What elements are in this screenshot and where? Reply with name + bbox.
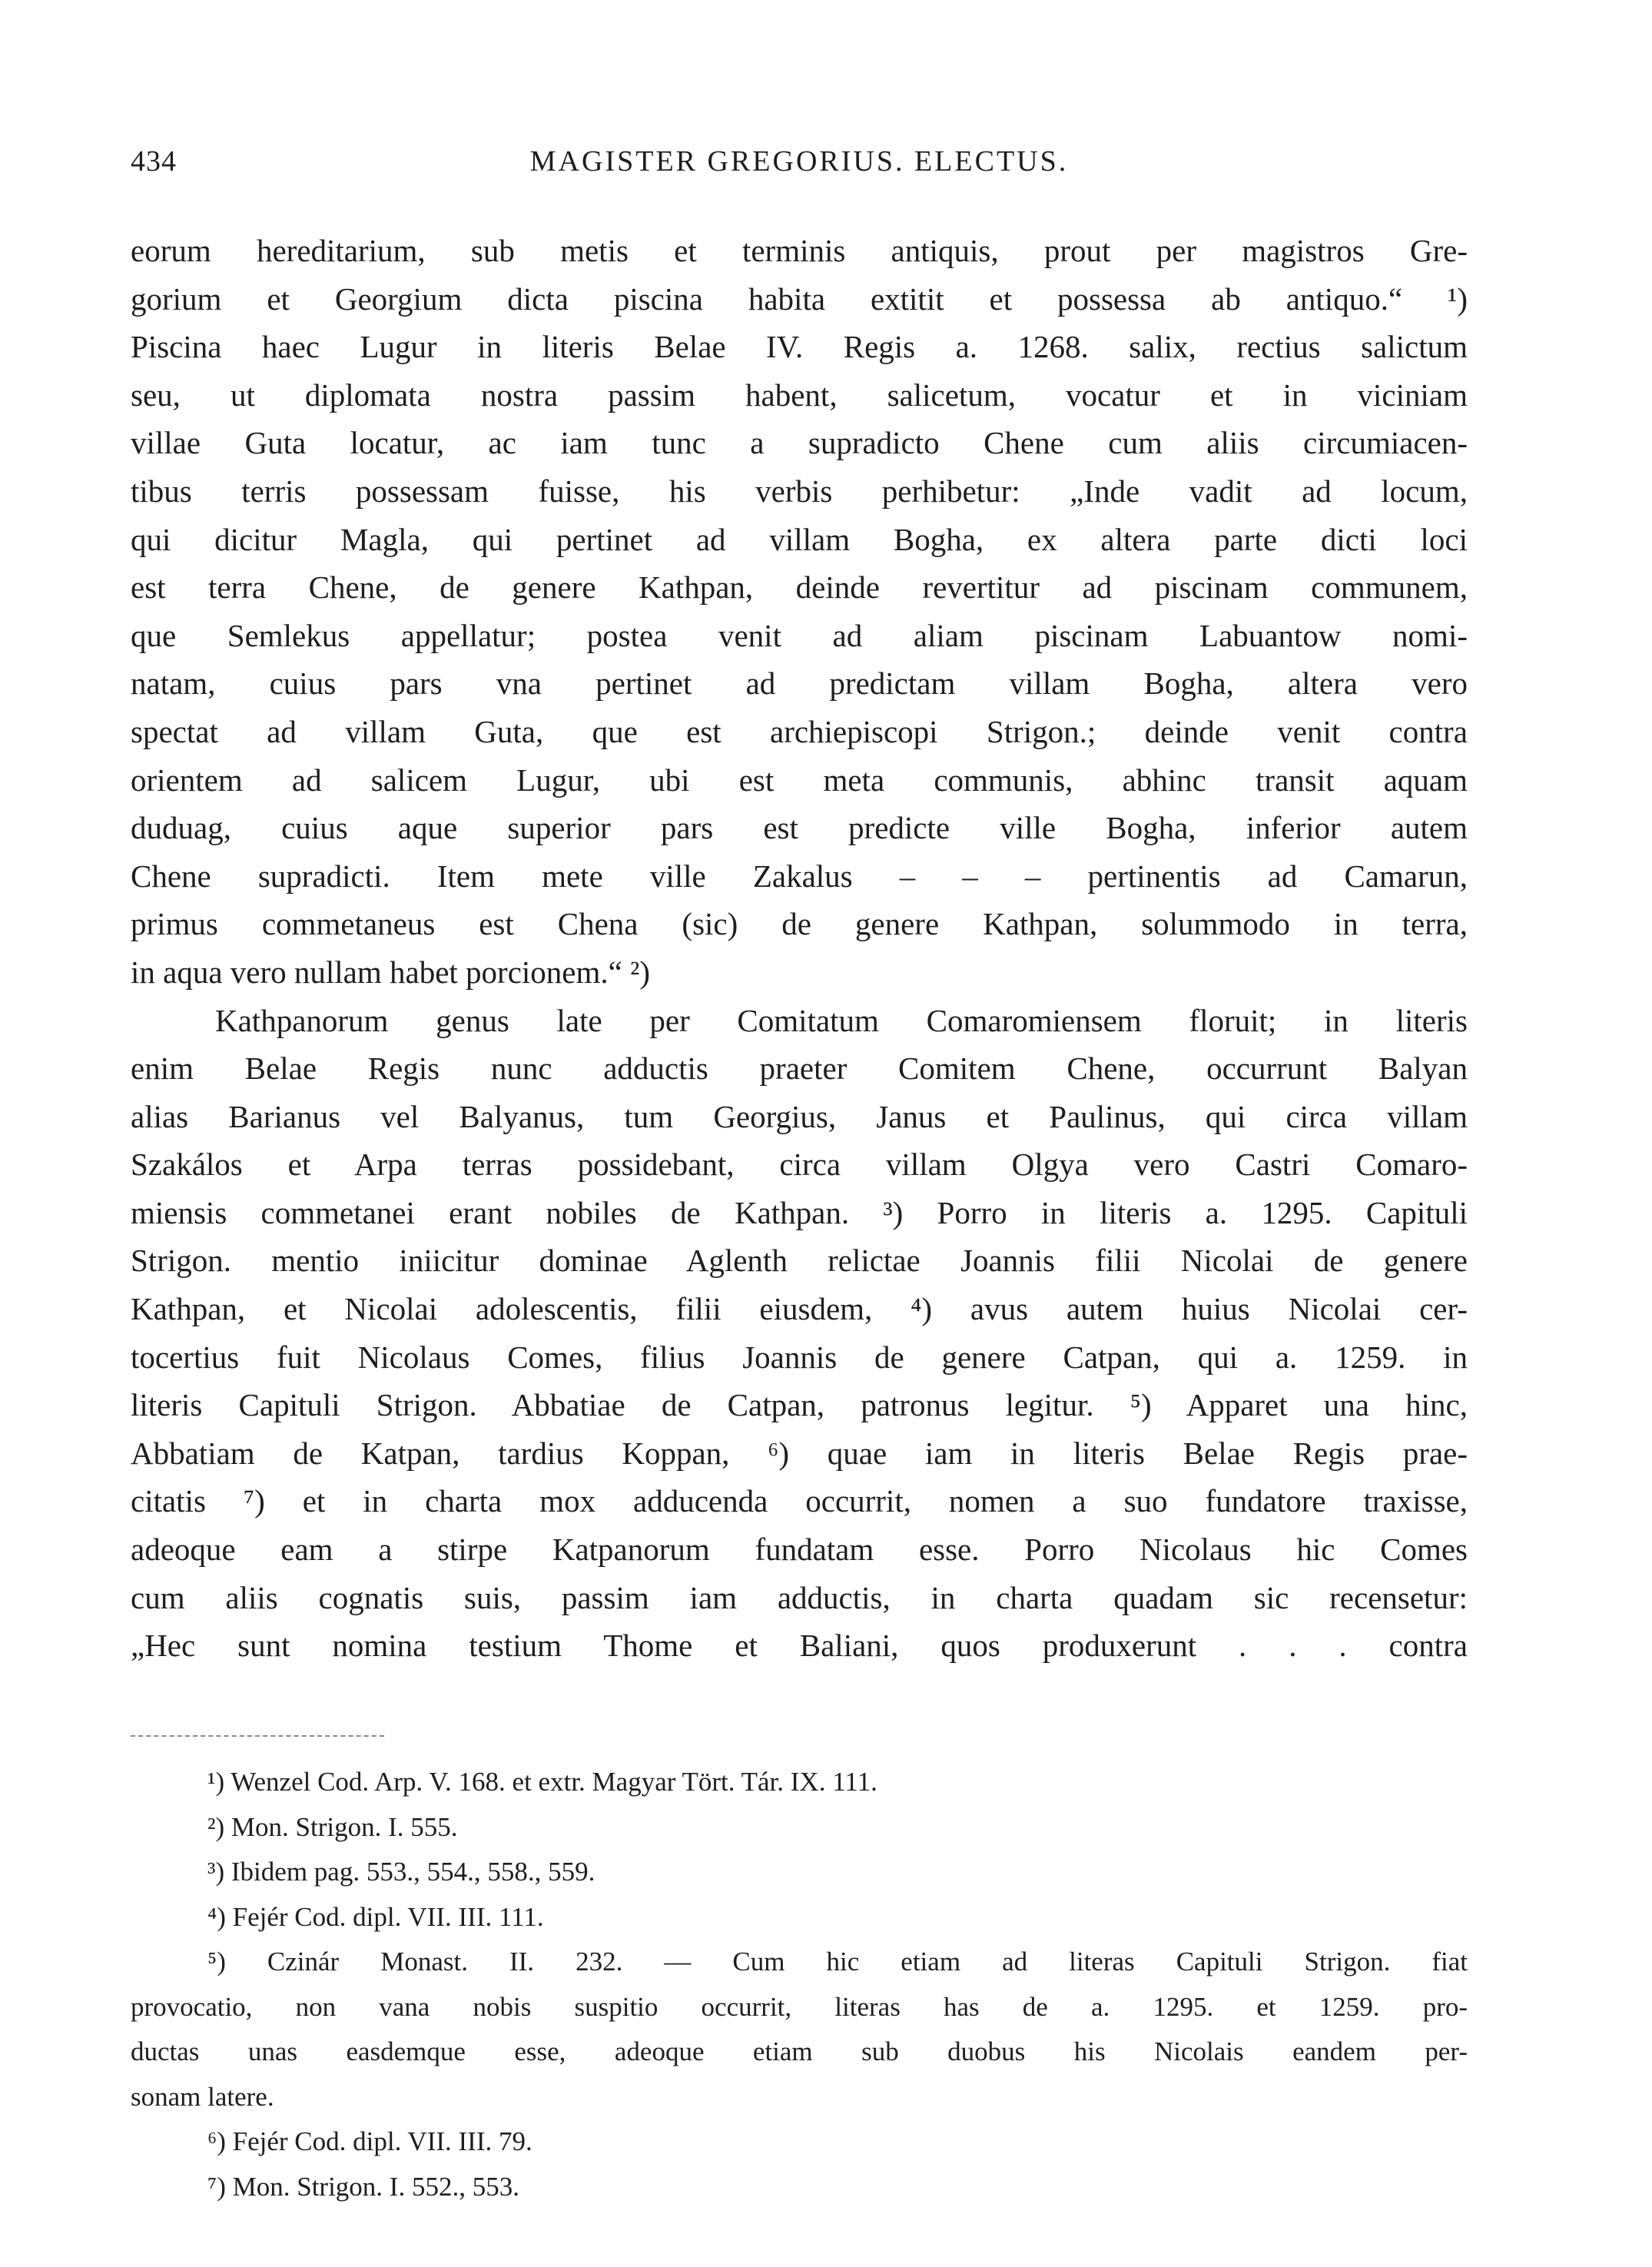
footnote-4 bbox=[131, 1895, 1468, 1940]
text-line: literis Capituli Strigon. Abbatiae de Catpan, patronus legitur. ⁵) Apparet una hinc, bbox=[131, 1387, 1468, 1423]
text-line: eorum hereditarium, sub metis et terminis antiquis, prout per magistros Gre- bbox=[131, 233, 1468, 268]
footnote-7 bbox=[131, 2165, 1468, 2210]
running-head bbox=[131, 144, 1468, 191]
running-title: MAGISTER GREGORIUS. ELECTUS. bbox=[529, 145, 1069, 178]
footnote-line: ductas unas easdemque esse, adeoque etiam sub duobus his Nicolais eandem per- bbox=[131, 2036, 1468, 2066]
footnotes bbox=[131, 1760, 1468, 2209]
text-line: seu, ut diplomata nostra passim habent, salicetum, vocatur et in viciniam bbox=[131, 377, 1468, 413]
footnote-6 bbox=[131, 2119, 1468, 2165]
text-line: Kathpan, et Nicolai adolescentis, filii eiusdem, ⁴) avus autem huius Nicolai cer- bbox=[131, 1291, 1468, 1327]
footnote-line: ⁶) Fejér Cod. dipl. VII. III. 79. bbox=[207, 2126, 532, 2156]
text-line: gorium et Georgium dicta piscina habita extitit et possessa ab antiquo.“ ¹) bbox=[131, 280, 1468, 317]
text-line: Kathpanorum genus late per Comitatum Comaromiensem floruit; in literis bbox=[215, 1002, 1468, 1038]
footnote-5 bbox=[131, 1940, 1468, 2119]
footnote-line: provocatio, non vana nobis suspitio occurrit, literas has de a. 1295. et 1259. pro- bbox=[131, 1991, 1468, 2022]
text-line: tibus terris possessam fuisse, his verbis perhibetur: „Inde vadit ad locum, bbox=[131, 473, 1468, 509]
paragraph-2 bbox=[131, 997, 1468, 1670]
footnote-line: ¹) Wenzel Cod. Arp. V. 168. et extr. Magyar Tört. Tár. IX. 111. bbox=[207, 1767, 877, 1797]
text-line: cum aliis cognatis suis, passim iam adductis, in charta quadam sic recensetur: bbox=[131, 1579, 1468, 1615]
footnote-3 bbox=[131, 1850, 1468, 1895]
text-line: Szakálos et Arpa terras possidebant, circa villam Olgya vero Castri Comaro- bbox=[131, 1147, 1468, 1183]
text-line: Abbatiam de Katpan, tardius Koppan, ⁶) quae iam in literis Belae Regis prae- bbox=[131, 1435, 1468, 1471]
text-line: natam, cuius pars vna pertinet ad predictam villam Bogha, altera vero bbox=[131, 665, 1468, 702]
footnote-line: sonam latere. bbox=[131, 2081, 274, 2112]
footnote-line: ³) Ibidem pag. 553., 554., 558., 559. bbox=[207, 1857, 595, 1887]
text-line: spectat ad villam Guta, que est archiepiscopi Strigon.; deinde venit contra bbox=[131, 713, 1468, 749]
text-line: miensis commetanei erant nobiles de Kathpan. ³) Porro in literis a. 1295. Capituli bbox=[131, 1194, 1468, 1230]
footnote-2 bbox=[131, 1805, 1468, 1850]
text-line: est terra Chene, de genere Kathpan, deinde revertitur ad piscinam communem, bbox=[131, 569, 1468, 606]
footnote-1 bbox=[131, 1760, 1468, 1805]
text-line: „Hec sunt nomina testium Thome et Baliani, quos produxerunt . . . contra bbox=[131, 1628, 1468, 1664]
footnote-line: ⁴) Fejér Cod. dipl. VII. III. 111. bbox=[207, 1901, 544, 1932]
text-line: Piscina haec Lugur in literis Belae IV. Regis a. 1268. salix, rectius salictum bbox=[131, 329, 1468, 365]
text-line: que Semlekus appellatur; postea venit ad aliam piscinam Labuantow nomi- bbox=[131, 617, 1468, 653]
text-line: alias Barianus vel Balyanus, tum Georgius, Janus et Paulinus, qui circa villam bbox=[131, 1098, 1468, 1134]
footnote-line: ⁵) Czinár Monast. II. 232. — Cum hic etiam ad literas Capituli Strigon. fiat bbox=[207, 1947, 1468, 1977]
page-number: 434 bbox=[131, 145, 177, 178]
text-line: adeoque eam a stirpe Katpanorum fundatam esse. Porro Nicolaus hic Comes bbox=[131, 1532, 1468, 1568]
text-line: duduag, cuius aque superior pars est predicte ville Bogha, inferior autem bbox=[131, 810, 1468, 846]
footnote-line: ²) Mon. Strigon. I. 555. bbox=[207, 1811, 458, 1842]
text-line: Strigon. mentio iniicitur dominae Aglenth relictae Joannis filii Nicolai de genere bbox=[131, 1243, 1468, 1279]
text-line: orientem ad salicem Lugur, ubi est meta communis, abhinc transit aquam bbox=[131, 762, 1468, 798]
footnote-line: ⁷) Mon. Strigon. I. 552., 553. bbox=[207, 2171, 519, 2202]
paragraph-1 bbox=[131, 227, 1468, 997]
footnote-separator bbox=[131, 1735, 384, 1737]
text-line: primus commetaneus est Chena (sic) de genere Kathpan, solummodo in terra, bbox=[131, 906, 1468, 942]
text-line: enim Belae Regis nunc adductis praeter Comitem Chene, occurrunt Balyan bbox=[131, 1051, 1468, 1087]
text-line: qui dicitur Magla, qui pertinet ad villam Bogha, ex altera parte dicti loci bbox=[131, 521, 1468, 557]
body-text bbox=[131, 227, 1468, 1670]
text-line: tocertius fuit Nicolaus Comes, filius Joannis de genere Catpan, qui a. 1259. in bbox=[131, 1339, 1468, 1375]
text-line: in aqua vero nullam habet porcionem.“ ²) bbox=[131, 954, 651, 990]
text-line: villae Guta locatur, ac iam tunc a supradicto Chene cum aliis circumiacen- bbox=[131, 425, 1468, 461]
text-line: Chene supradicti. Item mete ville Zakalus – – – pertinentis ad Camarun, bbox=[131, 858, 1468, 894]
text-line: citatis ⁷) et in charta mox adducenda occurrit, nomen a suo fundatore traxisse, bbox=[131, 1483, 1468, 1519]
